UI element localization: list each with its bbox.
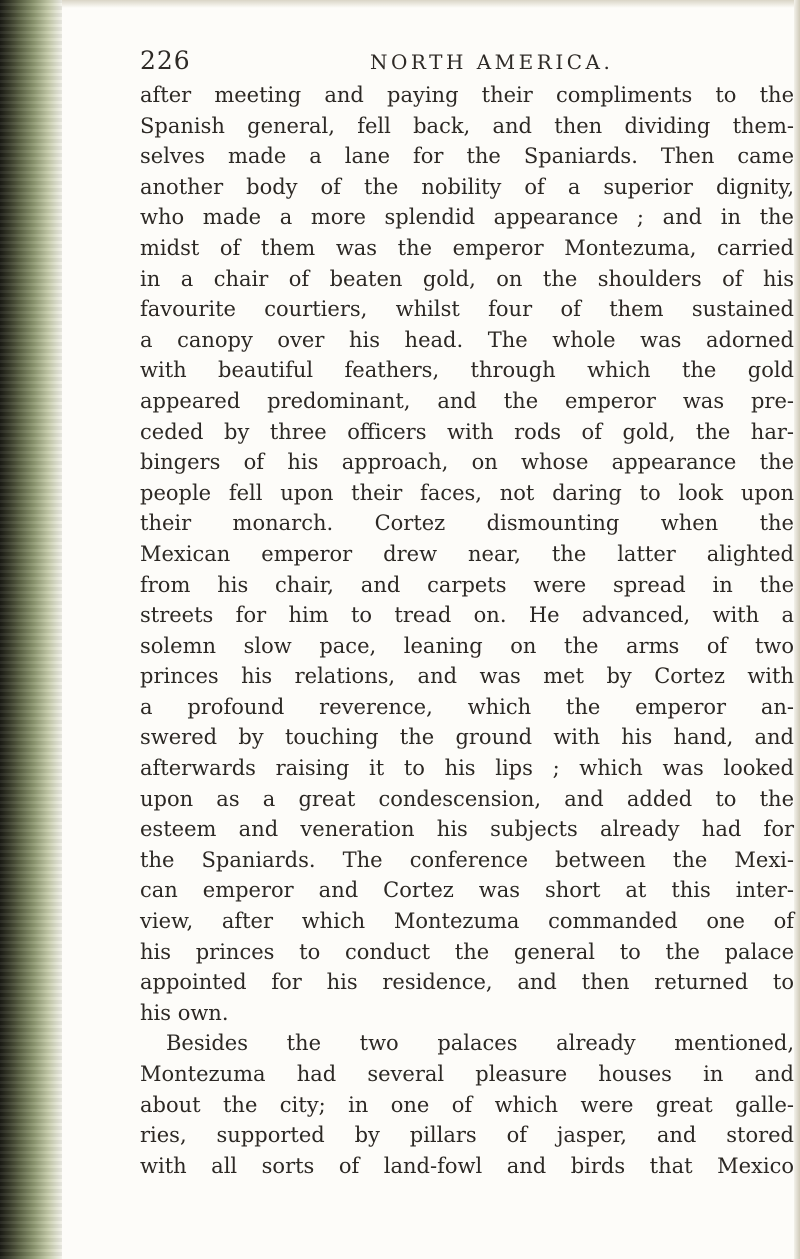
text-line: esteem and veneration his subjects already had for bbox=[140, 817, 794, 842]
binding-texture bbox=[0, 0, 62, 1259]
text-line: his princes to conduct the general to the palace bbox=[140, 939, 794, 964]
text-line: swered by touching the ground with his hand, and bbox=[140, 725, 794, 750]
text-line: appeared predominant, and the emperor was pre- bbox=[140, 388, 794, 413]
text-line: princes his relations, and was met by Cortez with bbox=[140, 664, 794, 689]
text-line: view, after which Montezuma commanded one of bbox=[140, 909, 794, 934]
running-head: NORTH AMERICA. bbox=[370, 50, 614, 74]
text-line: bingers of his approach, on whose appearance the bbox=[140, 450, 794, 475]
text-line: ceded by three officers with rods of gold, the har- bbox=[140, 419, 794, 444]
text-line: Mexican emperor drew near, the latter alighted bbox=[140, 541, 794, 566]
text-line: another body of the nobility of a superior dignity, bbox=[140, 174, 794, 199]
text-line: with all sorts of land-fowl and birds that Mexico bbox=[140, 1153, 794, 1178]
text-line: Spanish general, fell back, and then dividing them- bbox=[140, 113, 794, 138]
text-line: ries, supported by pillars of jasper, and stored bbox=[140, 1123, 794, 1148]
paragraph-start-line: Besides the two palaces already mentioned, bbox=[166, 1031, 794, 1056]
paragraph-end-line: his own. bbox=[140, 1000, 229, 1025]
text-line: a profound reverence, which the emperor an- bbox=[140, 694, 794, 719]
text-line: with beautiful feathers, through which the gold bbox=[140, 358, 794, 383]
text-line: from his chair, and carpets were spread in the bbox=[140, 572, 794, 597]
text-line: selves made a lane for the Spaniards. Then came bbox=[140, 144, 794, 169]
text-line: about the city; in one of which were great galle- bbox=[140, 1092, 794, 1117]
text-line: Montezuma had several pleasure houses in and bbox=[140, 1062, 794, 1086]
text-line: favourite courtiers, whilst four of them sustained bbox=[140, 297, 794, 322]
page-right-edge bbox=[794, 0, 800, 1259]
text-line: a canopy over his head. The whole was adorned bbox=[140, 327, 794, 352]
text-line: the Spaniards. The conference between the Mexi- bbox=[140, 847, 794, 872]
text-line: after meeting and paying their compliments to the bbox=[140, 83, 794, 107]
text-line: their monarch. Cortez dismounting when the bbox=[140, 511, 794, 536]
page-header bbox=[140, 46, 700, 80]
text-line: solemn slow pace, leaning on the arms of two bbox=[140, 633, 794, 658]
body-text bbox=[140, 80, 794, 1181]
text-line: in a chair of beaten gold, on the shoulders of his bbox=[140, 266, 794, 291]
text-line: can emperor and Cortez was short at this inter- bbox=[140, 878, 794, 903]
text-line: who made a more splendid appearance ; and in the bbox=[140, 205, 794, 230]
page-top-shadow bbox=[62, 0, 800, 8]
text-line: appointed for his residence, and then returned to bbox=[140, 970, 794, 995]
text-line: streets for him to tread on. He advanced, with a bbox=[140, 603, 794, 628]
text-line: people fell upon their faces, not daring to look upon bbox=[140, 480, 794, 505]
text-line: upon as a great condescension, and added to the bbox=[140, 786, 794, 811]
page-number: 226 bbox=[140, 46, 191, 75]
text-line: afterwards raising it to his lips ; which was looked bbox=[140, 756, 794, 781]
text-line: midst of them was the emperor Montezuma, carried bbox=[140, 235, 794, 260]
